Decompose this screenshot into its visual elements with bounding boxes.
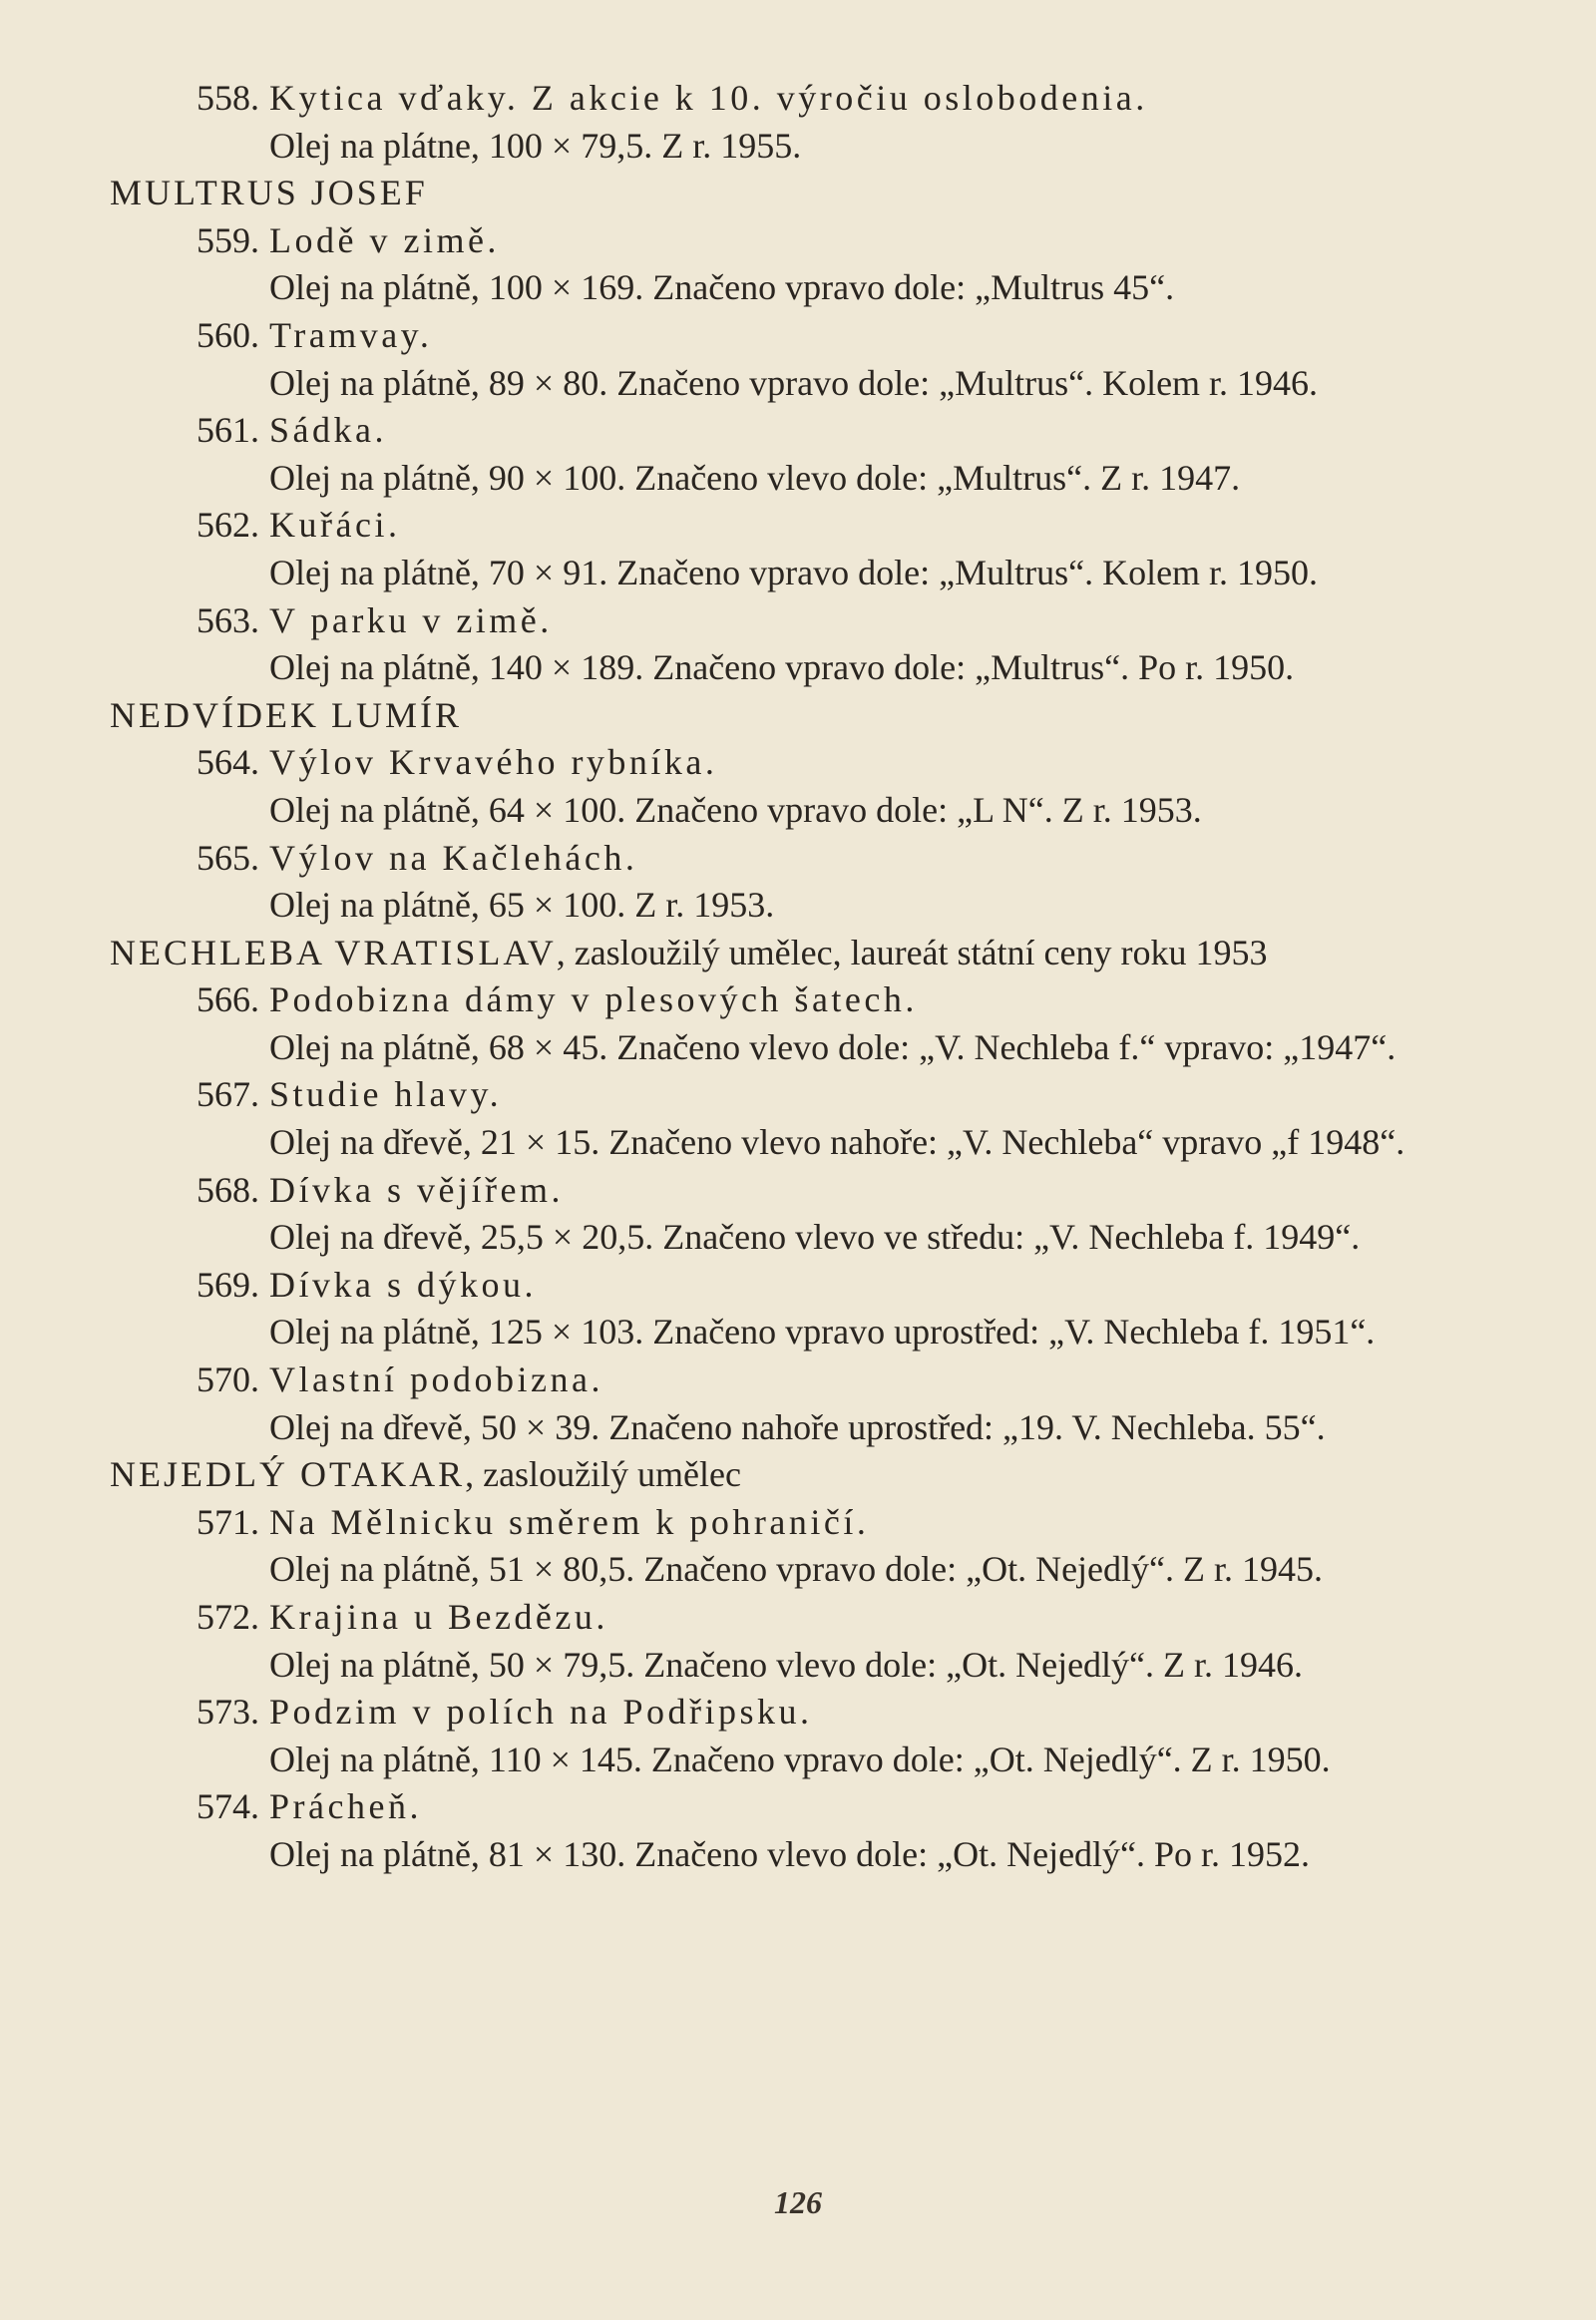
artwork-title: Prácheň. (269, 1786, 422, 1827)
catalog-entry (110, 502, 1526, 596)
artwork-title: Sádka. (269, 410, 387, 451)
artist-honors: , zasloužilý umělec, laureát státní ceny roku 1953 (556, 932, 1268, 972)
entry-number: 560. (197, 314, 259, 355)
entry-number: 570. (197, 1359, 259, 1400)
artwork-description: Olej na plátne, 100 × 79,5. Z r. 1955. (269, 125, 802, 166)
artwork-title: Kytica vďaky. Z akcie k 10. výročiu oslobodenia. (269, 78, 1148, 118)
artwork-description: Olej na plátně, 50 × 79,5. Značeno vlevo dole: „Ot. Nejedlý“. Z r. 1946. (269, 1644, 1304, 1685)
catalog-entry (110, 1071, 1526, 1166)
catalog-listing (110, 75, 1526, 1879)
catalog-entry (110, 1262, 1526, 1356)
artwork-description: Olej na plátně, 110 × 145. Značeno vpravo dole: „Ot. Nejedlý“. Z r. 1950. (269, 1739, 1331, 1779)
entry-number: 563. (197, 599, 259, 640)
artwork-description: Olej na plátně, 68 × 45. Značeno vlevo dole: „V. Nechleba f.“ vpravo: „1947“. (269, 1026, 1396, 1067)
catalog-entry (110, 1594, 1526, 1689)
entry-number: 558. (197, 78, 259, 118)
catalog-entry (110, 835, 1526, 930)
catalog-entry (110, 597, 1526, 692)
artist-name: NEJEDLÝ OTAKAR (110, 1454, 466, 1495)
artwork-description: Olej na plátně, 125 × 103. Značeno vpravo uprostřed: „V. Nechleba f. 1951“. (269, 1312, 1376, 1353)
entry-number: 566. (197, 979, 259, 1020)
catalog-entry (110, 1167, 1526, 1262)
catalog-entry (110, 407, 1526, 502)
catalog-entry (110, 739, 1526, 834)
artwork-description: Olej na plátně, 100 × 169. Značeno vpravo dole: „Multrus 45“. (269, 267, 1175, 308)
artwork-description: Olej na plátně, 65 × 100. Z r. 1953. (269, 885, 775, 926)
catalog-entry (110, 1356, 1526, 1451)
catalog-entry (110, 1499, 1526, 1594)
artwork-title: Kuřáci. (269, 505, 401, 546)
catalog-entry (110, 1689, 1526, 1783)
artwork-title: Vlastní podobizna. (269, 1359, 603, 1400)
entry-number: 565. (197, 837, 259, 878)
artist-heading (110, 930, 1526, 977)
catalog-entry (110, 976, 1526, 1071)
catalog-entry (110, 217, 1526, 312)
entry-number: 569. (197, 1264, 259, 1305)
artwork-description: Olej na plátně, 70 × 91. Značeno vpravo dole: „Multrus“. Kolem r. 1950. (269, 552, 1319, 592)
artwork-description: Olej na dřevě, 25,5 × 20,5. Značeno vlevo ve středu: „V. Nechleba f. 1949“. (269, 1217, 1361, 1258)
page-number: 126 (774, 2184, 822, 2220)
catalog-entry (110, 312, 1526, 407)
entry-number: 567. (197, 1074, 259, 1115)
artwork-title: Podobizna dámy v plesových šatech. (269, 979, 918, 1020)
artist-heading (110, 692, 1526, 740)
entry-number: 572. (197, 1597, 259, 1637)
artist-name: NECHLEBA VRATISLAV (110, 932, 557, 972)
artwork-description: Olej na dřevě, 50 × 39. Značeno nahoře uprostřed: „19. V. Nechleba. 55“. (269, 1406, 1326, 1447)
artwork-description: Olej na plátně, 51 × 80,5. Značeno vpravo dole: „Ot. Nejedlý“. Z r. 1945. (269, 1549, 1324, 1590)
artwork-title: Na Mělnicku směrem k pohraničí. (269, 1501, 870, 1542)
entry-number: 571. (197, 1501, 259, 1542)
entry-number: 574. (197, 1786, 259, 1827)
artwork-title: Studie hlavy. (269, 1074, 503, 1115)
entry-number: 561. (197, 410, 259, 451)
catalog-entry (110, 75, 1526, 170)
artwork-description: Olej na plátně, 81 × 130. Značeno vlevo dole: „Ot. Nejedlý“. Po r. 1952. (269, 1833, 1311, 1874)
artwork-title: Krajina u Bezdězu. (269, 1597, 608, 1637)
artwork-title: Lodě v zimě. (269, 219, 500, 260)
entry-number: 564. (197, 742, 259, 783)
artist-heading (110, 170, 1526, 217)
artist-honors: , zasloužilý umělec (465, 1454, 741, 1495)
artwork-title: Výlov Krvavého rybníka. (269, 742, 718, 783)
artwork-title: Výlov na Kačlehách. (269, 837, 638, 878)
entry-number: 568. (197, 1169, 259, 1210)
catalog-entry (110, 1783, 1526, 1878)
artwork-description: Olej na plátně, 64 × 100. Značeno vpravo dole: „L N“. Z r. 1953. (269, 789, 1202, 830)
artwork-title: Dívka s dýkou. (269, 1264, 537, 1305)
artwork-title: V parku v zimě. (269, 599, 553, 640)
entry-number: 559. (197, 219, 259, 260)
artwork-description: Olej na plátně, 89 × 80. Značeno vpravo dole: „Multrus“. Kolem r. 1946. (269, 362, 1319, 403)
artwork-title: Tramvay. (269, 314, 433, 355)
entry-number: 562. (197, 505, 259, 546)
entry-number: 573. (197, 1692, 259, 1733)
artwork-title: Dívka s vějířem. (269, 1169, 564, 1210)
artwork-title: Podzim v polích na Podřipsku. (269, 1692, 813, 1733)
artist-name: MULTRUS JOSEF (110, 173, 428, 213)
artwork-description: Olej na plátně, 140 × 189. Značeno vpravo dole: „Multrus“. Po r. 1950. (269, 647, 1295, 688)
artist-heading (110, 1451, 1526, 1499)
artist-name: NEDVÍDEK LUMÍR (110, 694, 462, 735)
artwork-description: Olej na plátně, 90 × 100. Značeno vlevo dole: „Multrus“. Z r. 1947. (269, 457, 1241, 498)
artwork-description: Olej na dřevě, 21 × 15. Značeno vlevo nahoře: „V. Nechleba“ vpravo „f 1948“. (269, 1122, 1405, 1163)
